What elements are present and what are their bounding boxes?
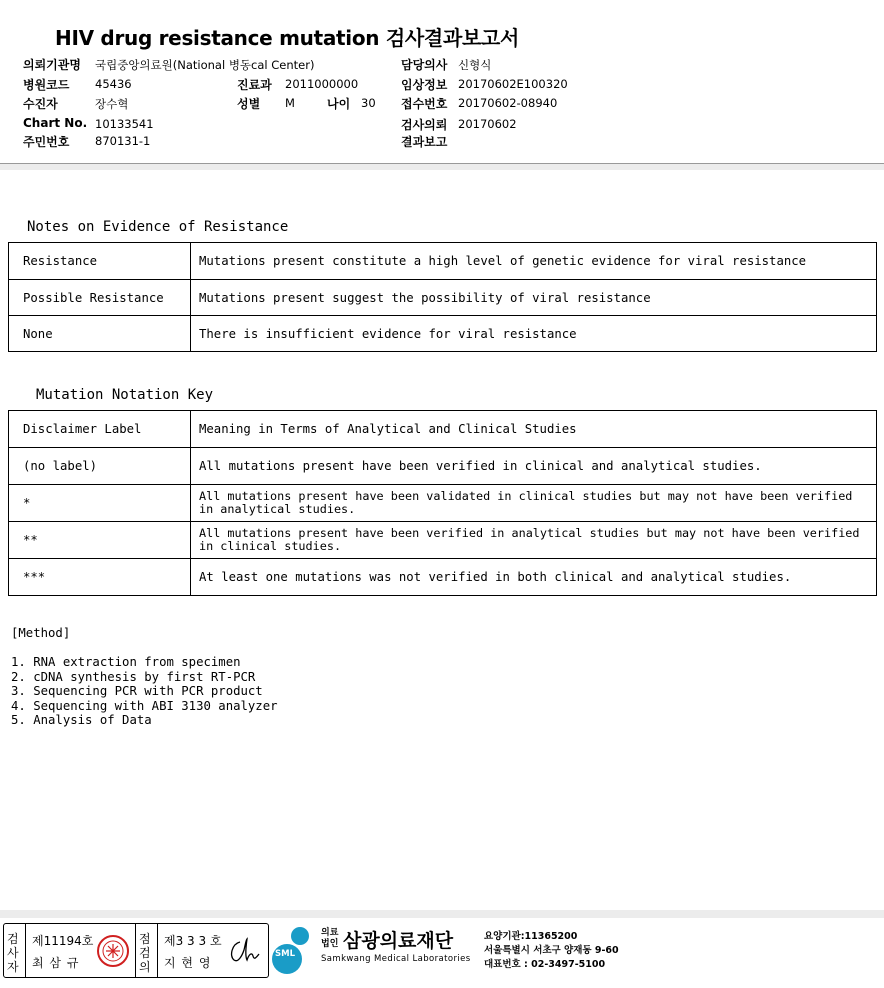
clinical-info-label: 임상정보 <box>401 78 448 92</box>
table-row <box>9 411 877 448</box>
institution-code: 요양기관:11365200 <box>484 931 578 942</box>
org-name: 삼광의료재단 <box>343 930 454 952</box>
footer-separator <box>0 910 884 918</box>
method-step: 5. Analysis of Data <box>11 713 152 727</box>
chart-label: Chart No. <box>23 116 88 130</box>
method-title: [Method] <box>11 626 71 640</box>
divider <box>25 924 26 977</box>
method-step: 1. RNA extraction from specimen <box>11 655 241 669</box>
report-header <box>0 0 884 164</box>
sex-value: M <box>285 96 295 110</box>
institution-value: 국립중앙의료원(National 병동cal Center) <box>95 58 315 72</box>
notes-section-title: Notes on Evidence of Resistance <box>27 219 289 235</box>
request-value: 20170602 <box>458 117 517 131</box>
department-value: 2011000000 <box>285 77 359 91</box>
org-phone: 대표번호 : 02-3497-5100 <box>484 959 606 970</box>
report-date-label: 결과보고 <box>401 135 448 149</box>
signature-box <box>3 923 269 978</box>
key-text: All mutations present have been verified in analytical studies but may not have been verified in clinical studies. <box>191 522 877 559</box>
doctor-value: 신형식 <box>458 58 492 72</box>
notes-label: Resistance <box>9 243 191 280</box>
clinical-info-value: 20170602E100320 <box>458 77 568 91</box>
hospital-code-value: 45436 <box>95 77 132 91</box>
reviewer-license: 제3 3 3 호 <box>164 934 222 948</box>
reviewer-name: 지 현 영 <box>164 956 212 970</box>
method-step: 3. Sequencing PCR with PCR product <box>11 684 263 698</box>
doctor-label: 담당의사 <box>401 58 448 72</box>
notes-text: There is insufficient evidence for viral resistance <box>191 316 877 352</box>
receipt-value: 20170602-08940 <box>458 96 558 110</box>
examiner-seal-icon <box>96 934 130 968</box>
reviewer-label: 점검의 <box>139 932 151 974</box>
table-row <box>9 316 877 352</box>
sex-label: 성별 <box>237 97 261 111</box>
divider <box>157 924 158 977</box>
notes-label: Possible Resistance <box>9 280 191 316</box>
key-table <box>8 410 877 596</box>
method-step: 4. Sequencing with ABI 3130 analyzer <box>11 699 278 713</box>
report-title: HIV drug resistance mutation 검사결과보고서 <box>55 26 520 50</box>
reviewer-signature-icon <box>226 936 264 966</box>
age-value: 30 <box>361 96 376 110</box>
key-section-title: Mutation Notation Key <box>36 387 214 403</box>
header-separator <box>0 164 884 170</box>
key-label: (no label) <box>9 448 191 485</box>
department-label: 진료과 <box>237 78 272 92</box>
chart-value: 10133541 <box>95 117 154 131</box>
table-row <box>9 522 877 559</box>
notes-table <box>8 242 877 352</box>
org-address: 서울특별시 서초구 양재동 9-60 <box>484 945 619 956</box>
age-label: 나이 <box>327 97 351 111</box>
table-row <box>9 448 877 485</box>
key-label: *** <box>9 559 191 596</box>
examiner-label: 검사자 <box>7 932 19 974</box>
key-text: At least one mutations was not verified in both clinical and analytical studies. <box>191 559 877 596</box>
sml-badge: SML <box>275 949 295 959</box>
institution-label: 의뢰기관명 <box>23 58 81 72</box>
table-row <box>9 485 877 522</box>
notes-label: None <box>9 316 191 352</box>
request-label: 검사의뢰 <box>401 118 448 132</box>
key-label: ** <box>9 522 191 559</box>
divider <box>135 924 136 977</box>
key-text: All mutations present have been validated in clinical studies but may not have been verified in analytical studies. <box>191 485 877 522</box>
receipt-label: 접수번호 <box>401 97 448 111</box>
examiner-name: 최 삼 규 <box>32 956 80 970</box>
notes-text: Mutations present suggest the possibility of viral resistance <box>191 280 877 316</box>
table-row <box>9 280 877 316</box>
org-prefix: 의료법인 <box>321 928 339 949</box>
resident-label: 주민번호 <box>23 135 70 149</box>
key-header-text: Meaning in Terms of Analytical and Clinical Studies <box>191 411 877 448</box>
resident-value: 870131-1 <box>95 134 151 148</box>
table-row <box>9 559 877 596</box>
table-row <box>9 243 877 280</box>
examiner-license: 제11194호 <box>32 934 94 948</box>
method-step: 2. cDNA synthesis by first RT-PCR <box>11 670 256 684</box>
patient-label: 수진자 <box>23 97 58 111</box>
key-header-label: Disclaimer Label <box>9 411 191 448</box>
key-text: All mutations present have been verified in clinical and analytical studies. <box>191 448 877 485</box>
key-label: * <box>9 485 191 522</box>
notes-text: Mutations present constitute a high level of genetic evidence for viral resistance <box>191 243 877 280</box>
patient-value: 장수혁 <box>95 97 129 111</box>
hospital-code-label: 병원코드 <box>23 78 70 92</box>
org-english-name: Samkwang Medical Laboratories <box>321 954 471 964</box>
